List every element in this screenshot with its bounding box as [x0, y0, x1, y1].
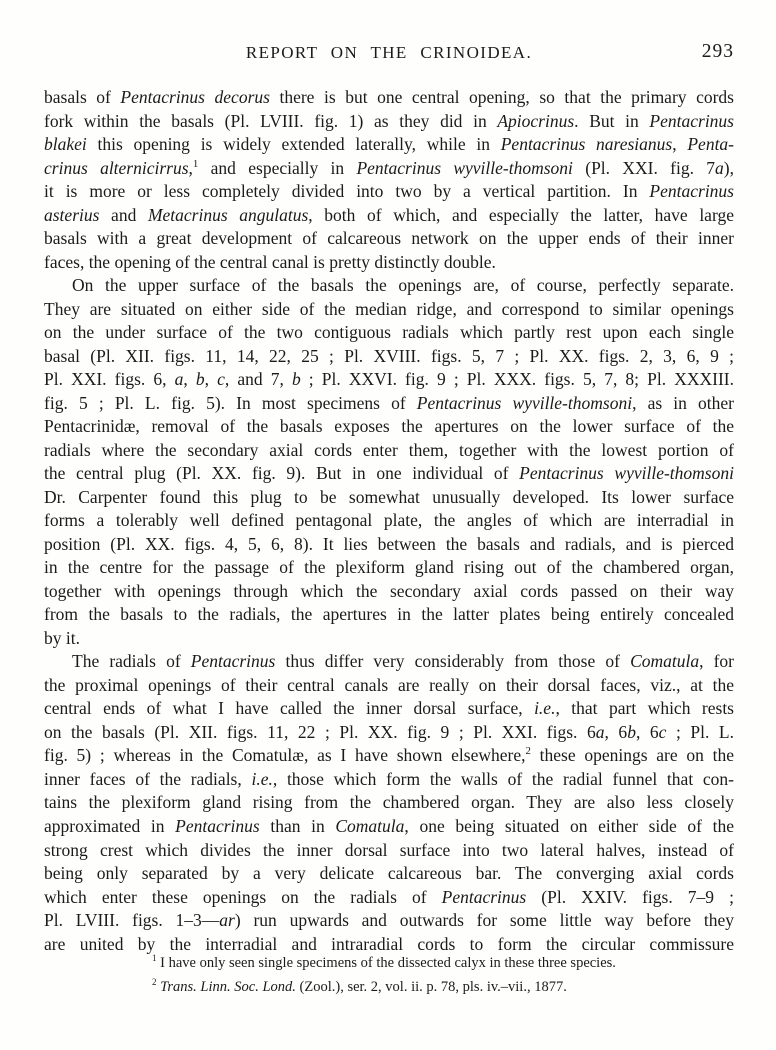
text-run: Pentacrinus wyville-thomsoni — [356, 157, 573, 178]
text-line — [44, 603, 734, 627]
text-run: Pentacrinus — [190, 651, 276, 672]
text-line — [44, 509, 734, 533]
text-line — [44, 298, 734, 322]
text-line — [44, 439, 734, 463]
text-line — [44, 133, 734, 157]
text-run: Pl. LVIII. figs. 1–3— — [44, 910, 220, 931]
text-line — [44, 580, 734, 604]
text-run: thus differ very considerably from those of — [275, 651, 631, 672]
text-run: there is but one central opening, so that the primary cords — [269, 87, 734, 107]
text-run: ; Pl. XXVI. fig. 9 ; Pl. XXX. figs. 5, 7, 8; Pl. XXXIII. — [300, 369, 734, 390]
text-run: ar — [219, 910, 235, 931]
text-line — [44, 886, 734, 910]
text-run: approximated in — [44, 815, 176, 836]
text-run: tains the plexiform gland rising from the chambered organ. They are also less closely — [44, 792, 734, 813]
text-run: on the under surface of the two contiguous radials which partly rest upon each single — [44, 322, 734, 343]
text-run: and — [99, 204, 148, 225]
text-run: b — [291, 369, 301, 390]
text-run: Pentacrinus — [649, 181, 734, 202]
text-run: this opening is widely extended laterally, while in — [86, 134, 501, 155]
text-run: are united by the interradial and intraradial cords to form the circular commissure — [44, 933, 734, 954]
text-run: , for — [699, 651, 735, 672]
text-run: strong crest which divides the inner dorsal surface into two lateral halves, instead of — [44, 839, 734, 860]
text-run: Pentacrinus — [441, 886, 527, 907]
text-run: position (Pl. XX. figs. 4, 5, 6, 8). It lies between the basals and radials, and is pierced — [44, 533, 734, 554]
text-run: Pentacrinus naresianus — [500, 134, 673, 155]
text-run: ) run upwards and outwards for some little way before they — [234, 910, 734, 931]
text-run: Trans. Linn. Soc. Lond. — [160, 978, 296, 995]
text-run: asterius — [44, 204, 100, 225]
text-run: a — [715, 157, 724, 178]
text-run: a — [174, 369, 184, 390]
text-run: Pentacrinus — [175, 815, 260, 836]
text-run: , as in other — [632, 392, 734, 413]
text-run: i.e. — [534, 698, 556, 719]
text-line — [44, 251, 734, 275]
text-line — [44, 392, 734, 416]
text-line — [44, 368, 734, 392]
text-run: a — [595, 721, 605, 742]
text-line — [44, 839, 734, 863]
text-line — [44, 415, 734, 439]
text-run: i.e. — [251, 768, 273, 789]
footnote-marker: 2 — [152, 976, 157, 987]
text-run: On the upper surface of the basals the openings are, of course, perfectly separate. — [72, 275, 734, 296]
text-run: fork within the basals (Pl. LVIII. fig. 1) as they did in — [44, 110, 498, 131]
text-line — [44, 204, 734, 228]
text-line — [44, 721, 734, 745]
text-run: inner faces of the radials, — [44, 768, 252, 789]
text-run: (Pl. XXI. fig. 7 — [572, 157, 716, 178]
text-run: I have only seen single specimens of the dissected calyx in these three species. — [156, 955, 616, 971]
text-line — [44, 86, 734, 110]
text-run: these openings are on the — [530, 745, 735, 766]
text-line — [44, 486, 734, 510]
text-run: together with openings through which the secondary axial cords passed on their way — [44, 580, 734, 601]
footnote-line — [152, 952, 727, 976]
text-run: Pentacrinidæ, removal of the basals exposes the apertures on the lower surface of the — [44, 416, 734, 437]
text-line — [44, 909, 734, 933]
text-run: , one being situated on either side of the — [404, 815, 735, 836]
text-run: ; Pl. L. — [666, 721, 734, 742]
text-run: b — [195, 369, 205, 390]
text-line — [44, 180, 734, 204]
text-run: by it. — [44, 627, 80, 648]
text-run: and especially in — [198, 157, 357, 178]
body-text — [44, 86, 734, 956]
text-run: , those which form the walls of the radial funnel that con- — [272, 768, 734, 789]
text-run: in the centre for the passage of the plexiform gland rising out of the chambered organ, — [44, 557, 734, 578]
text-run: They are situated on either side of the median ridge, and correspond to similar openings — [44, 298, 734, 319]
text-run: ), — [723, 157, 734, 178]
text-run: central ends of what I have called the inner dorsal surface, — [44, 698, 535, 719]
text-run: faces, the opening of the central canal is pretty distinctly double. — [44, 251, 496, 272]
text-run: , — [183, 369, 196, 390]
text-line — [44, 744, 734, 768]
text-line — [44, 462, 734, 486]
text-run: c — [658, 721, 667, 742]
text-run: (Pl. XXIV. figs. 7–9 ; — [526, 886, 734, 907]
text-line — [44, 345, 734, 369]
text-run: , and 7, — [224, 369, 292, 390]
text-run: the proximal openings of their central canals are really on their dorsal faces, viz., at the — [44, 674, 734, 695]
footnote-marker: 1 — [192, 157, 199, 170]
running-title: REPORT ON THE CRINOIDEA. — [245, 43, 533, 62]
text-run: basals of — [44, 87, 121, 107]
text-run: Apiocrinus — [497, 110, 575, 131]
text-run: . But in — [574, 110, 650, 131]
footnote-marker: 2 — [525, 745, 531, 758]
page-header — [44, 43, 734, 65]
text-run: c — [217, 369, 225, 390]
footnote-marker: 1 — [152, 953, 157, 964]
text-run: , both of which, and especially the latter, have large — [308, 204, 734, 225]
text-run: , — [188, 157, 193, 178]
text-run: which enter these openings on the radials of — [44, 886, 442, 907]
text-run: Pentacrinus wyville-thomsoni — [519, 463, 734, 484]
text-line — [44, 274, 734, 298]
text-run: radials where the secondary axial cords enter them, together with the lowest portion of — [44, 439, 734, 460]
text-run: forms a tolerably well defined pentagonal plate, the angles of which are interradial in — [44, 510, 734, 531]
text-run: the central plug (Pl. XX. fig. 9). But in one individual of — [44, 463, 520, 484]
text-run: Pentacrinus — [649, 110, 734, 131]
text-line — [44, 674, 734, 698]
text-run: Dr. Carpenter found this plug to be somewhat unusually developed. Its lower surface — [44, 486, 734, 507]
text-run: blakei — [44, 134, 87, 155]
text-run: crinus alternicirrus — [44, 157, 189, 178]
text-line — [44, 791, 734, 815]
text-run: (Zool.), ser. 2, vol. ii. p. 78, pls. iv.–vii., 1877. — [295, 978, 567, 995]
text-run: , — [204, 369, 218, 390]
text-run: Pl. XXI. figs. 6, — [44, 369, 175, 390]
text-run: , — [672, 134, 688, 155]
text-run: , 6 — [635, 721, 659, 742]
text-line — [44, 862, 734, 886]
text-run: , that part which rests — [555, 698, 734, 719]
text-run: fig. 5 ; Pl. L. fig. 5). In most specimens of — [44, 392, 417, 413]
text-line — [44, 556, 734, 580]
text-line — [44, 110, 734, 134]
footnote-line — [152, 976, 727, 1000]
text-line — [44, 533, 734, 557]
text-line — [44, 627, 734, 651]
text-run: basal (Pl. XII. figs. 11, 14, 22, 25 ; Pl. XVIII. figs. 5, 7 ; Pl. XX. figs. 2, 3, 6, 9 ; — [44, 345, 734, 366]
text-line — [44, 157, 734, 181]
text-run: it is more or less completely divided into two by a vertical partition. In — [44, 181, 650, 202]
text-line — [44, 815, 734, 839]
text-run: than in — [259, 815, 336, 836]
text-run: Pentacrinus decorus — [120, 87, 270, 107]
text-run: on the basals (Pl. XII. figs. 11, 22 ; Pl. XX. fig. 9 ; Pl. XXI. figs. 6 — [44, 721, 596, 742]
footnotes — [152, 952, 727, 999]
text-line — [44, 768, 734, 792]
text-line — [44, 321, 734, 345]
text-line — [44, 697, 734, 721]
text-run: fig. 5) ; whereas in the Comatulæ, as I have shown elsewhere, — [44, 745, 526, 766]
text-run: basals with a great development of calcareous network on the upper ends of their inner — [44, 228, 734, 249]
text-run: Metacrinus angulatus — [147, 204, 309, 225]
text-run: The radials of — [72, 651, 191, 672]
text-run: , 6 — [604, 721, 628, 742]
text-run: Penta- — [687, 134, 735, 155]
page-number: 293 — [701, 41, 734, 62]
text-run: Pentacrinus wyville-thomsoni — [416, 392, 633, 413]
text-run: being only separated by a very delicate calcareous bar. The converging axial cords — [44, 863, 734, 884]
text-run: b — [627, 721, 636, 742]
text-run: from the basals to the radials, the apertures in the latter plates being entirely concealed — [44, 604, 734, 625]
text-line — [44, 650, 734, 674]
text-run: Comatula — [630, 651, 700, 672]
text-line — [44, 227, 734, 251]
text-run: Comatula — [335, 815, 405, 836]
